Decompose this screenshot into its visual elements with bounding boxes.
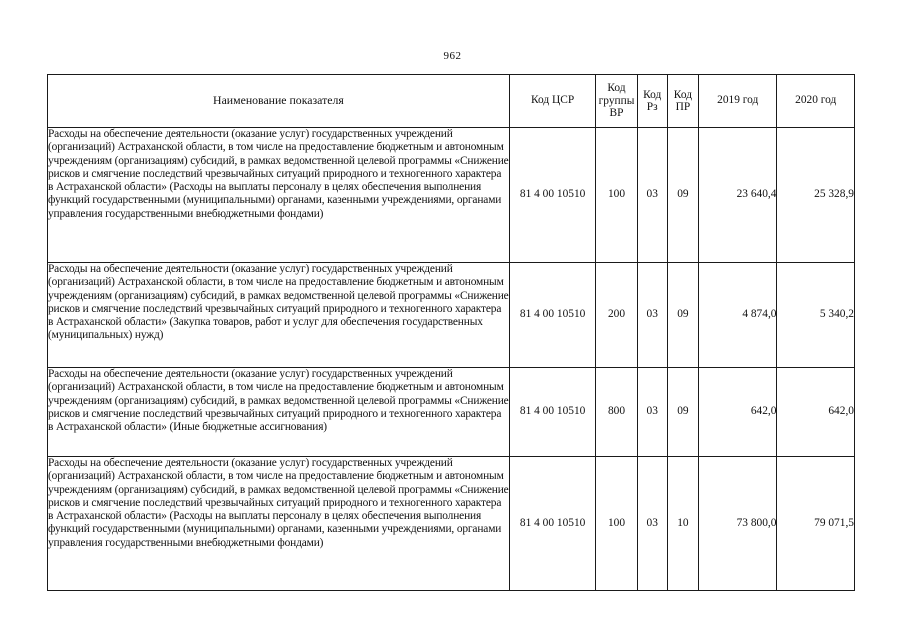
row-rz: 03 [637, 128, 667, 263]
row-amount-2020: 642,0 [777, 368, 855, 457]
row-group-vr: 100 [596, 457, 637, 591]
table-row [48, 457, 855, 591]
row-amount-2019: 73 800,0 [699, 457, 777, 591]
table-row [48, 128, 855, 263]
row-rz: 03 [637, 457, 667, 591]
row-code-csr: 81 4 00 10510 [509, 457, 596, 591]
header-code-csr: Код ЦСР [509, 75, 596, 128]
row-amount-2019: 23 640,4 [699, 128, 777, 263]
header-name: Наименование показателя [48, 75, 510, 128]
header-rz [637, 75, 667, 128]
table-row [48, 263, 855, 368]
header-pr-line-1: Код [673, 88, 692, 101]
row-pr: 09 [667, 368, 698, 457]
row-amount-2019: 4 874,0 [699, 263, 777, 368]
row-pr: 09 [667, 128, 698, 263]
row-amount-2020: 25 328,9 [777, 128, 855, 263]
row-pr: 09 [667, 263, 698, 368]
row-name: Расходы на обеспечение деятельности (оказание услуг) государственных учреждений (организаций) Астраханской области, в том числе на предоставление бюджетным и автономным учреждениям (организациям) субсидий, в рамках ведомственной целевой программы «Снижение рисков и смягчение последствий чрезвычайных ситуаций природного и техногенного характера в Астраханской области» (Иные бюджетные ассигнования) [48, 368, 510, 457]
row-amount-2019: 642,0 [699, 368, 777, 457]
row-group-vr: 200 [596, 263, 637, 368]
page-number: 962 [443, 50, 462, 62]
header-pr-line-2: ПР [675, 101, 691, 113]
header-group-vr-line-2: группы [598, 94, 635, 107]
row-code-csr: 81 4 00 10510 [509, 368, 596, 457]
table-body [48, 128, 855, 591]
row-name: Расходы на обеспечение деятельности (оказание услуг) государственных учреждений (организаций) Астраханской области, в том числе на предоставление бюджетным и автономным учреждениям (организациям) субсидий, в рамках ведомственной целевой программы «Снижение рисков и смягчение последствий чрезвычайных ситуаций природного и техногенного характера в Астраханской области» (Расходы на выплаты персоналу в целях обеспечения выполнения функций государственными (муниципальными) органами, казенными учреждениями, органами управления государственными внебюджетными фондами) [48, 457, 510, 591]
row-code-csr: 81 4 00 10510 [509, 128, 596, 263]
header-rz-line-1: Код [643, 88, 662, 101]
row-pr: 10 [667, 457, 698, 591]
row-code-csr: 81 4 00 10510 [509, 263, 596, 368]
header-group-vr-line-3: ВР [609, 107, 624, 120]
header-group-vr [596, 75, 637, 128]
row-group-vr: 800 [596, 368, 637, 457]
row-name: Расходы на обеспечение деятельности (оказание услуг) государственных учреждений (организаций) Астраханской области, в том числе на предоставление бюджетным и автономным учреждениям (организациям) субсидий, в рамках ведомственной целевой программы «Снижение рисков и смягчение последствий чрезвычайных ситуаций природного и техногенного характера в Астраханской области» (Расходы на выплаты персоналу в целях обеспечения выполнения функций государственными (муниципальными) органами, казенными учреждениями, органами управления государственными внебюджетными фондами) [48, 128, 510, 263]
budget-table [47, 74, 855, 591]
table-row [48, 368, 855, 457]
header-group-vr-line-1: Код [607, 82, 626, 95]
header-row [48, 75, 855, 128]
row-group-vr: 100 [596, 128, 637, 263]
table-header [48, 75, 855, 128]
row-amount-2020: 5 340,2 [777, 263, 855, 368]
header-rz-line-2: Рз [646, 101, 658, 113]
row-rz: 03 [637, 263, 667, 368]
header-2019: 2019 год [699, 75, 777, 128]
header-2020: 2020 год [777, 75, 855, 128]
header-pr [667, 75, 698, 128]
row-rz: 03 [637, 368, 667, 457]
row-amount-2020: 79 071,5 [777, 457, 855, 591]
row-name: Расходы на обеспечение деятельности (оказание услуг) государственных учреждений (организаций) Астраханской области, в том числе на предоставление бюджетным и автономным учреждениям (организациям) субсидий, в рамках ведомственной целевой программы «Снижение рисков и смягчение последствий чрезвычайных ситуаций природного и техногенного характера в Астраханской области» (Закупка товаров, работ и услуг для обеспечения государственных (муниципальных) нужд) [48, 263, 510, 368]
